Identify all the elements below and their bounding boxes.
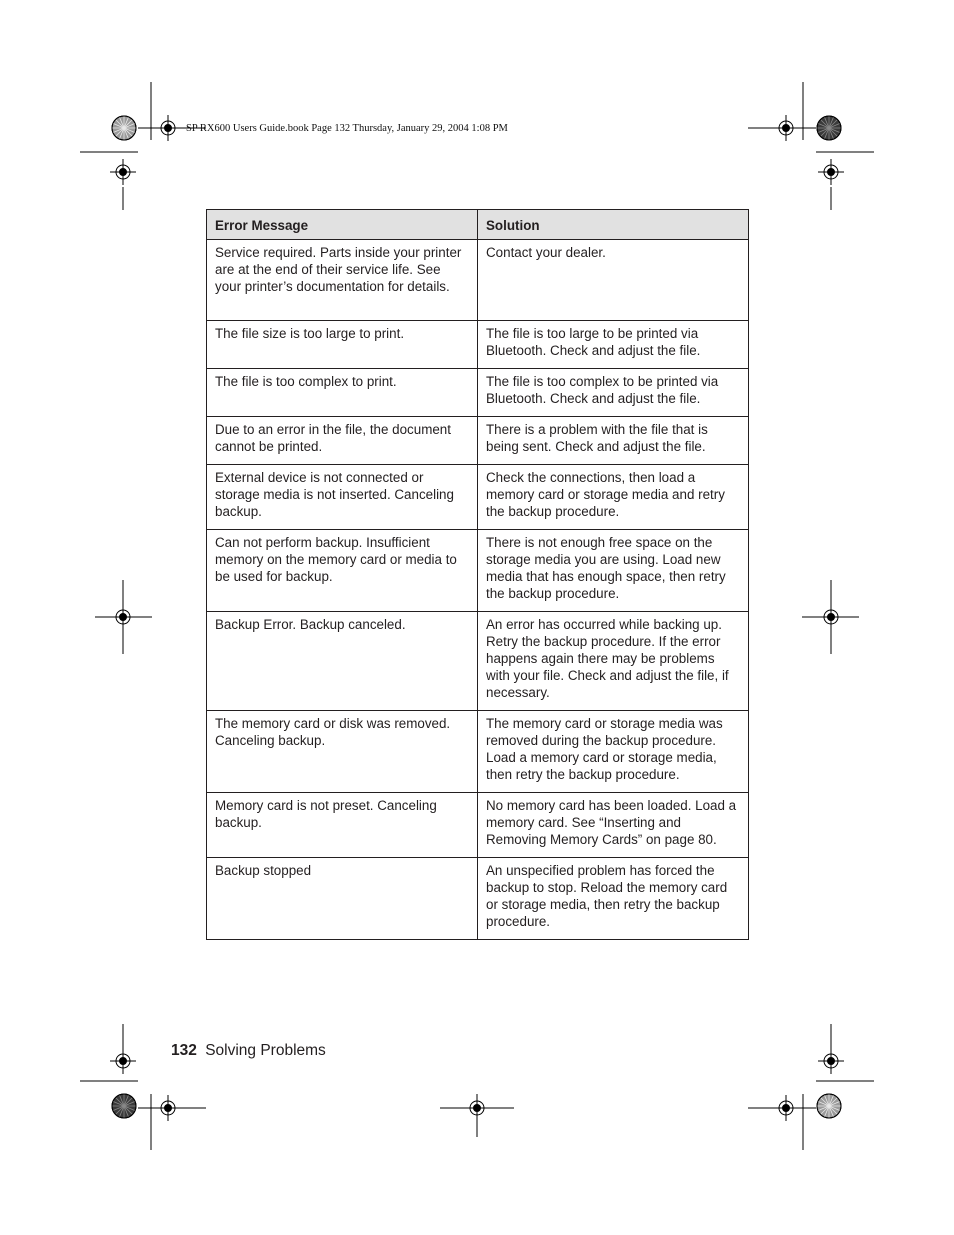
solution-cell: The file is too complex to be printed via Bluetooth. Check and adjust the file. <box>478 369 749 417</box>
error-message-cell: External device is not connected or storage media is not inserted. Canceling backup. <box>207 465 478 530</box>
solution-cell: Contact your dealer. <box>478 240 749 321</box>
error-message-cell: The file is too complex to print. <box>207 369 478 417</box>
error-message-cell: Memory card is not preset. Canceling backup. <box>207 793 478 858</box>
column-header-error-message: Error Message <box>207 210 478 240</box>
solution-cell: The file is too large to be printed via Bluetooth. Check and adjust the file. <box>478 321 749 369</box>
footer-section-title: Solving Problems <box>205 1042 326 1059</box>
error-message-cell: Backup stopped <box>207 858 478 940</box>
error-message-cell: The file size is too large to print. <box>207 321 478 369</box>
table-row <box>207 858 749 940</box>
solution-cell: An unspecified problem has forced the backup to stop. Reload the memory card or storage media, then retry the backup procedure. <box>478 858 749 940</box>
table-row <box>207 612 749 711</box>
page-footer <box>171 1042 326 1060</box>
error-message-cell: Service required. Parts inside your printer are at the end of their service life. See your printer’s documentation for details. <box>207 240 478 321</box>
error-message-table <box>206 209 749 940</box>
table-row <box>207 321 749 369</box>
table-row <box>207 417 749 465</box>
table-header-row <box>207 210 749 240</box>
print-header: SP RX600 Users Guide.book Page 132 Thursday, January 29, 2004 1:08 PM <box>186 123 508 134</box>
solution-cell: No memory card has been loaded. Load a memory card. See “Inserting and Removing Memory Cards” on page 80. <box>478 793 749 858</box>
solution-cell: An error has occurred while backing up. Retry the backup procedure. If the error happens again there may be problems with your file. Check and adjust the file, if necessary. <box>478 612 749 711</box>
solution-cell: The memory card or storage media was removed during the backup procedure. Load a memory card or storage media, then retry the backup procedure. <box>478 711 749 793</box>
table-row <box>207 711 749 793</box>
column-header-solution: Solution <box>478 210 749 240</box>
table-row <box>207 240 749 321</box>
page-number: 132 <box>171 1042 197 1059</box>
solution-cell: Check the connections, then load a memory card or storage media and retry the backup procedure. <box>478 465 749 530</box>
table-row <box>207 369 749 417</box>
solution-cell: There is a problem with the file that is being sent. Check and adjust the file. <box>478 417 749 465</box>
solution-cell: There is not enough free space on the storage media you are using. Load new media that has enough space, then retry the backup procedure. <box>478 530 749 612</box>
table-row <box>207 793 749 858</box>
error-message-cell: Can not perform backup. Insufficient memory on the memory card or media to be used for backup. <box>207 530 478 612</box>
error-message-cell: The memory card or disk was removed. Canceling backup. <box>207 711 478 793</box>
error-message-cell: Due to an error in the file, the document cannot be printed. <box>207 417 478 465</box>
table-row <box>207 530 749 612</box>
table-row <box>207 465 749 530</box>
error-message-cell: Backup Error. Backup canceled. <box>207 612 478 711</box>
